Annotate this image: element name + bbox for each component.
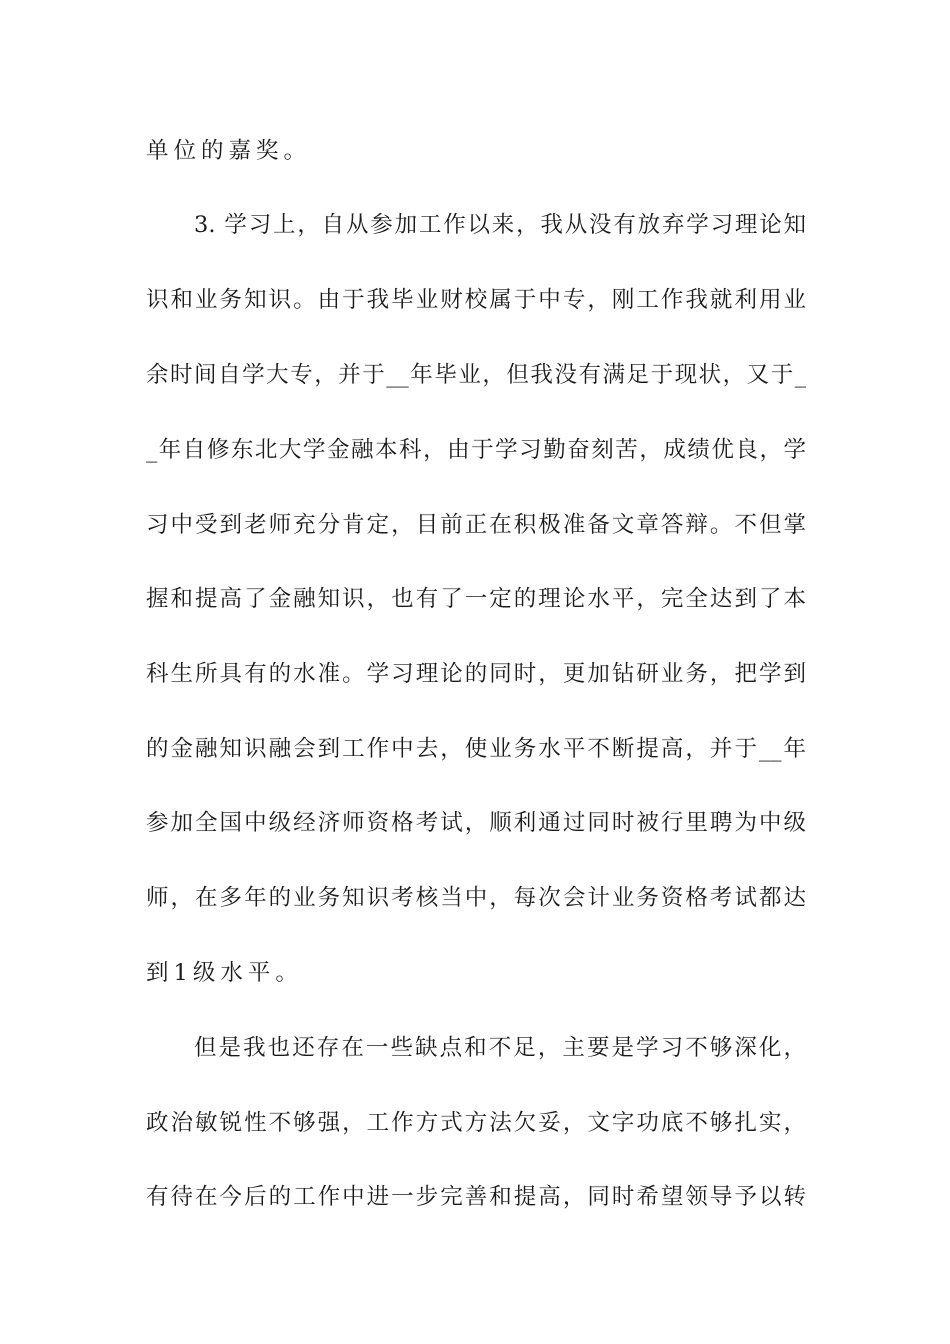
text-line: _年自修东北大学金融本科，由于学习勤奋刻苦，成绩优良，学 xyxy=(146,437,806,463)
text-line: 的金融知识融会到工作中去，使业务水平不断提高，并于__年 xyxy=(146,736,806,762)
text-line: 识和业务知识。由于我毕业财校属于中专，刚工作我就利用业 xyxy=(146,287,806,313)
text-line: 科生所具有的水准。学习理论的同时，更加钻研业务，把学到 xyxy=(146,661,806,687)
text-line: 有待在今后的工作中进一步完善和提高，同时希望领导予以转 xyxy=(146,1184,806,1210)
text-line: 余时间自学大专，并于__年毕业，但我没有满足于现状，又于_ xyxy=(146,362,806,388)
text-line: 握和提高了金融知识，也有了一定的理论水平，完全达到了本 xyxy=(146,586,806,612)
text-line: 但是我也还存在一些缺点和不足，主要是学习不够深化， xyxy=(194,1035,806,1061)
text-line: 单位的嘉奖。 xyxy=(146,138,312,164)
text-line: 参加全国中级经济师资格考试，顺利通过同时被行里聘为中级 xyxy=(146,810,806,836)
text-line: 到1级水平。 xyxy=(146,960,303,986)
text-line: 政治敏锐性不够强，工作方式方法欠妥，文字功底不够扎实， xyxy=(146,1110,806,1136)
text-line: 师，在多年的业务知识考核当中，每次会计业务资格考试都达 xyxy=(146,885,806,911)
text-line: 3. 学习上，自从参加工作以来，我从没有放弃学习理论知 xyxy=(194,212,806,238)
text-line: 习中受到老师充分肯定，目前正在积极准备文章答辩。不但掌 xyxy=(146,512,806,538)
